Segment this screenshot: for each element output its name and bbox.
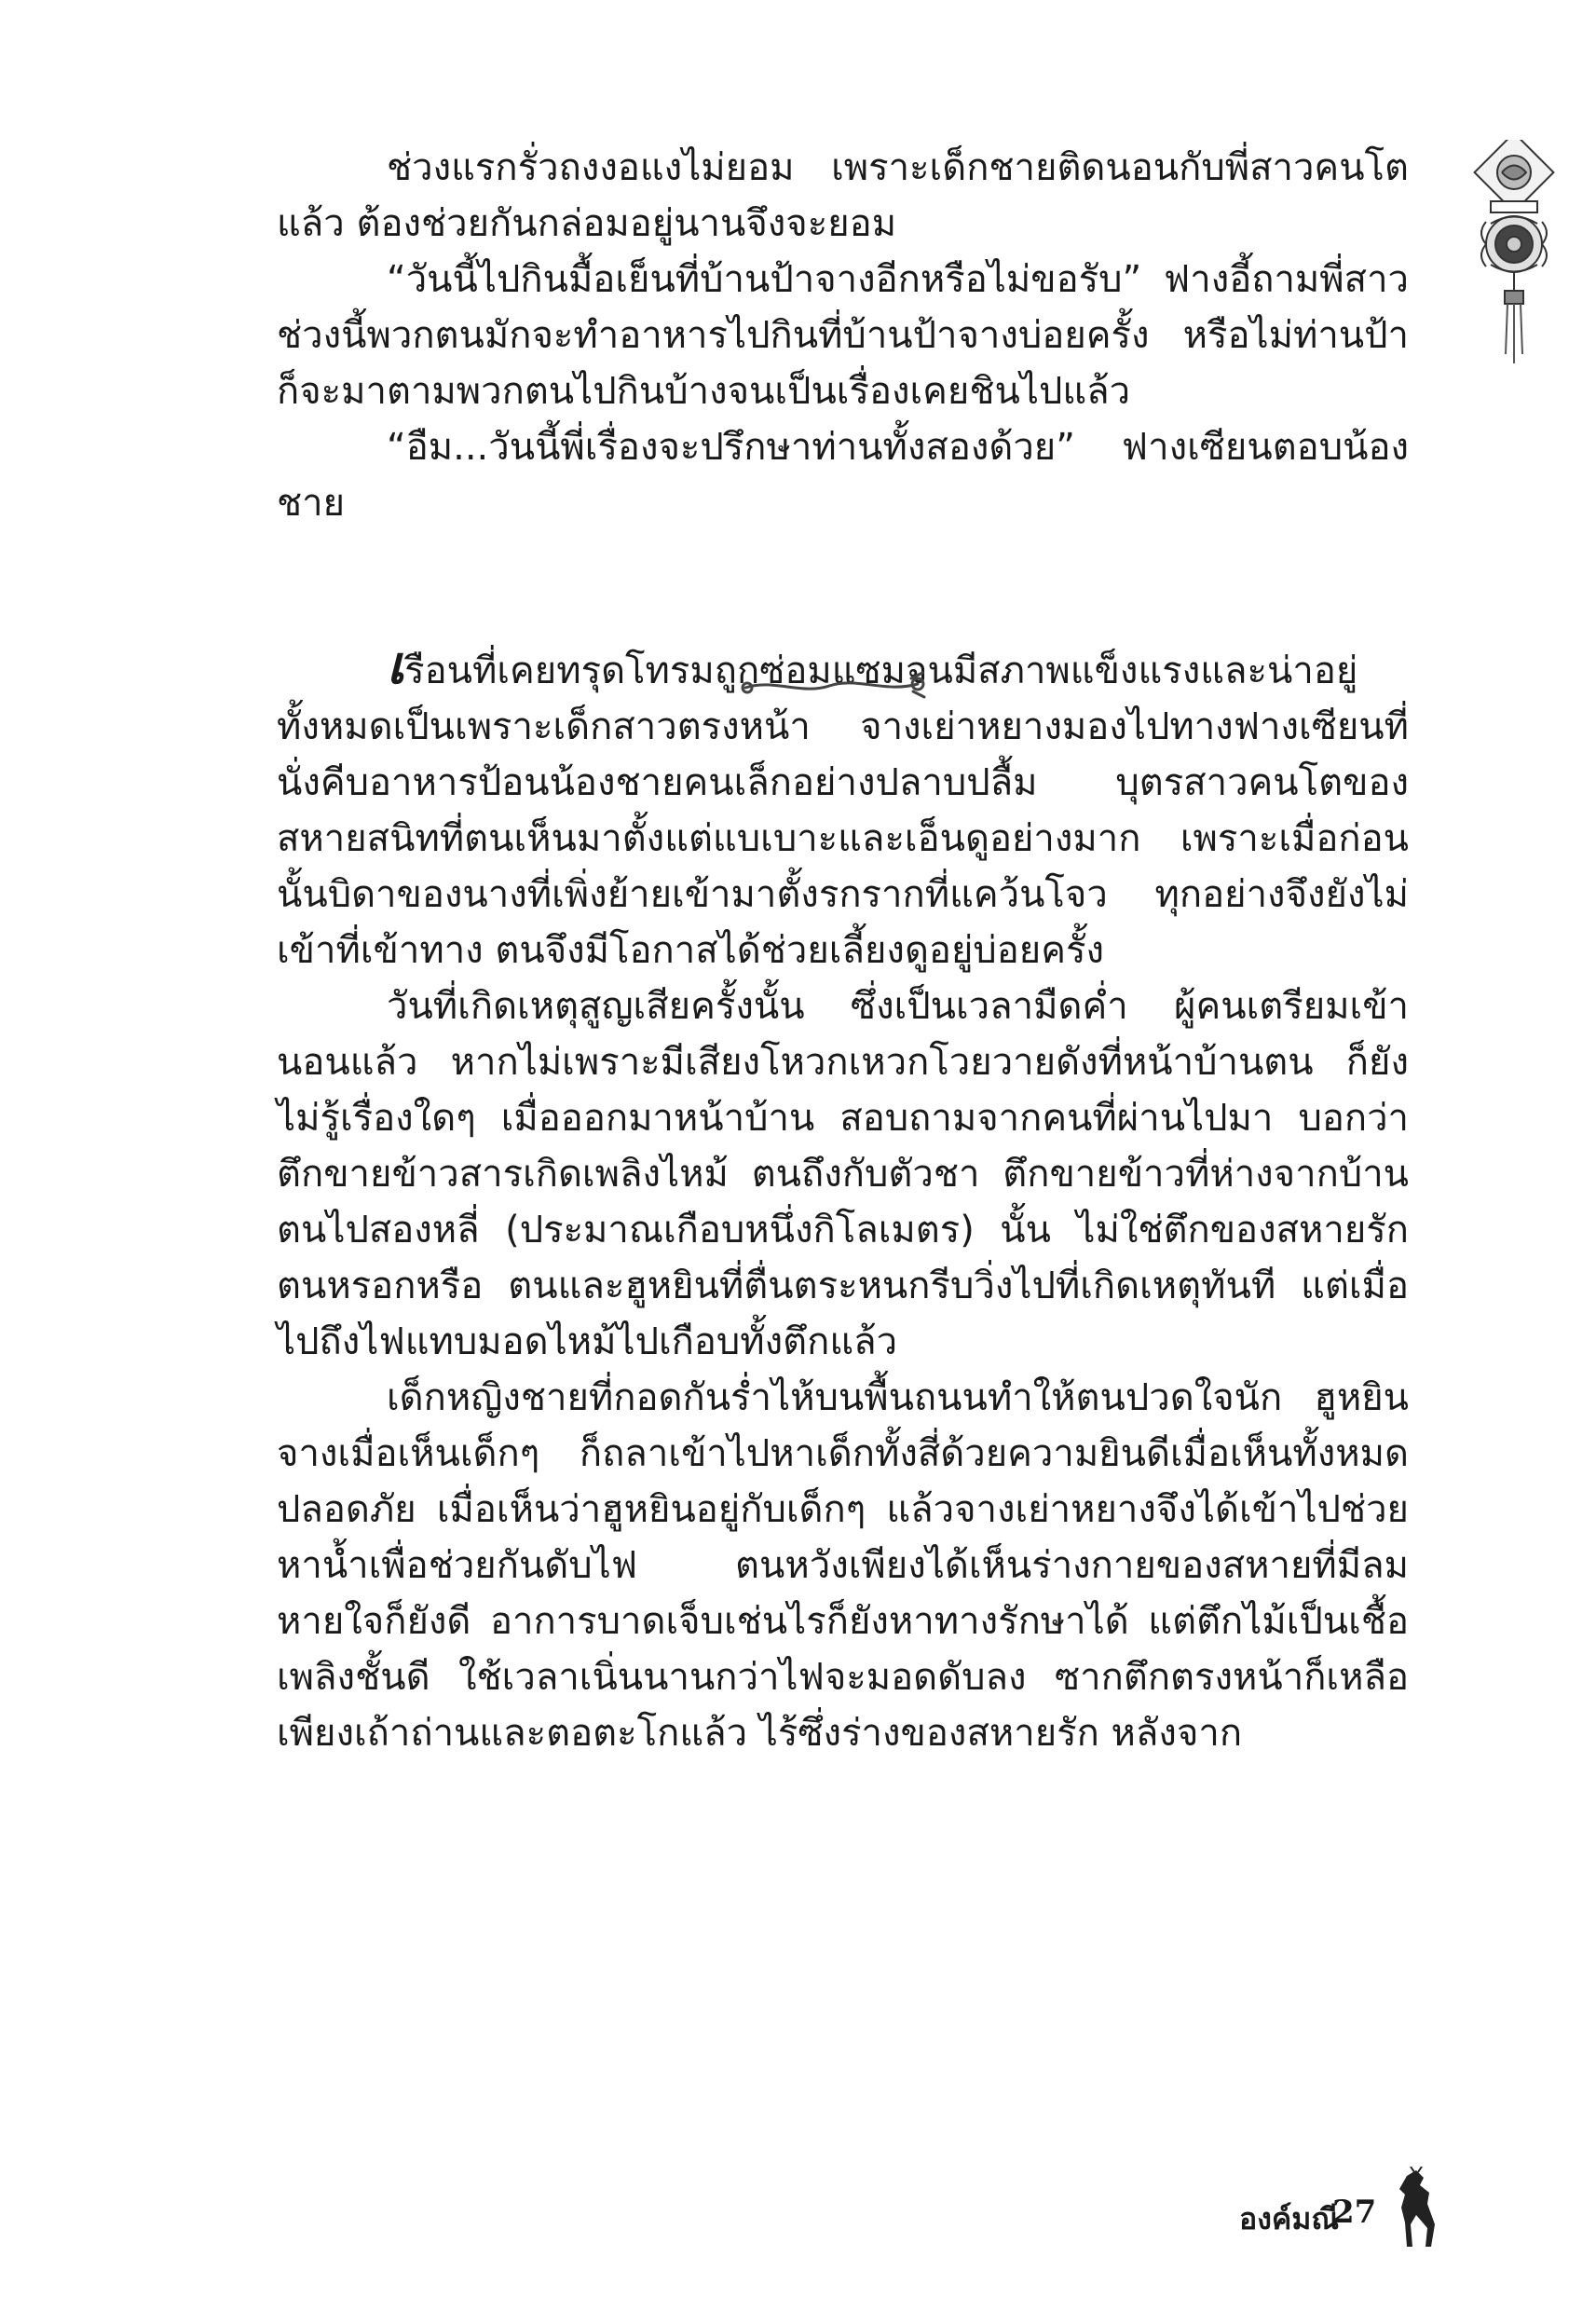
page-body (277, 140, 1409, 1761)
page-number: 27 (1332, 2194, 1377, 2231)
paragraph: “อืม...วันนี้พี่เรื่องจะปรึกษาท่านทั้งสองด้วย” ฟางเซียนตอบน้องชาย (277, 426, 1409, 525)
paragraph: เด็กหญิงชายที่กอดกันร่ำไห้บนพื้นถนนทำให้ตนปวดใจนัก ฮูหยินจางเมื่อเห็นเด็กๆ ก็ถลาเข้าไปหาเด็กทั้งสี่ด้วยความยินดีเมื่อเห็นทั้งหมดปลอดภัย เมื่อเห็นว่าฮูหยินอยู่กับเด็กๆ แล้วจางเย่าหยางจึงได้เข้าไปช่วยหาน้ำเพื่อช่วยกันดับไฟ ตนหวังเพียงได้เห็นร่างกายของสหายที่มีลมหายใจก็ยังดี อาการบาดเจ็บเช่นไรก็ยังหาทางรักษาได้ แต่ตึกไม้เป็นเชื้อเพลิงชั้นดี ใช้เวลาเนิ่นนานกว่าไฟจะมอดดับลง ซากตึกตรงหน้าก็เหลือเพียงเถ้าถ่านและตอตะโกแล้ว ไร้ซึ่งร่างของสหายรัก หลังจาก (277, 1376, 1409, 1755)
ornamental-divider-icon (736, 669, 932, 703)
paragraph: “วันนี้ไปกินมื้อเย็นที่บ้านป้าจางอีกหรือไม่ขอรับ” ฟางอี้ถามพี่สาว ช่วงนี้พวกตนมักจะทำอาหารไปกินที่บ้านป้าจางบ่อยครั้ง หรือไม่ท่านป้าก็จะมาตามพวกตนไปกินบ้างจนเป็นเรื่องเคยชินไปแล้ว (277, 258, 1409, 413)
section-break-space (277, 531, 1409, 643)
paragraph: วันที่เกิดเหตุสูญเสียครั้งนั้น ซึ่งเป็นเวลามืดค่ำ ผู้คนเตรียมเข้านอนแล้ว หากไม่เพราะมีเสียงโหวกเหวกโวยวายดังที่หน้าบ้านตน ก็ยังไม่รู้เรื่องใดๆ เมื่อออกมาหน้าบ้าน สอบถามจากคนที่ผ่านไปมา บอกว่าตึกขายข้าวสารเกิดเพลิงไหม้ ตนถึงกับตัวชา ตึกขายข้าวที่ห่างจากบ้านตนไปสองหลี่ (ประมาณเกือบหนึ่งกิโลเมตร) นั้น ไม่ใช่ตึกของสหายรักตนหรอกหรือ ตนและฮูหยินที่ตื่นตระหนกรีบวิ่งไปที่เกิดเหตุทันที แต่เมื่อไปถึงไฟแทบมอดไหม้ไปเกือบทั้งตึกแล้ว (277, 985, 1409, 1363)
dropcap-letter: เ (387, 635, 405, 696)
horse-icon (1388, 2167, 1444, 2250)
paragraph-text: รือนที่เคยทรุดโทรมถูกซ่อมแซมจนมีสภาพแข็งแรงและน่าอยู่ทั้งหมดเป็นเพราะเด็กสาวตรงหน้า จางเย่าหยางมองไปทางฟางเซียนที่นั่งคีบอาหารป้อนน้องชายคนเล็กอย่างปลาบปลื้ม บุตรสาวคนโตของสหายสนิทที่ตนเห็นมาตั้งแต่แบเบาะและเอ็นดูอย่างมาก เพราะเมื่อก่อนนั้นบิดาของนางที่เพิ่งย้ายเข้ามาตั้งรกรากที่แคว้นโจว ทุกอย่างจึงยังไม่เข้าที่เข้าทาง ตนจึงมีโอกาสได้ช่วยเลี้ยงดูอยู่บ่อยครั้ง (277, 650, 1409, 972)
oriental-knot-emblem-icon (1463, 140, 1565, 373)
book-title: องค์มณี (1239, 2201, 1340, 2236)
paragraph: ช่วงแรกรั่วถงงอแงไม่ยอม เพราะเด็กชายติดนอนกับพี่สาวคนโตแล้ว ต้องช่วยกันกล่อมอยู่นานจึงจะยอม (277, 146, 1409, 245)
